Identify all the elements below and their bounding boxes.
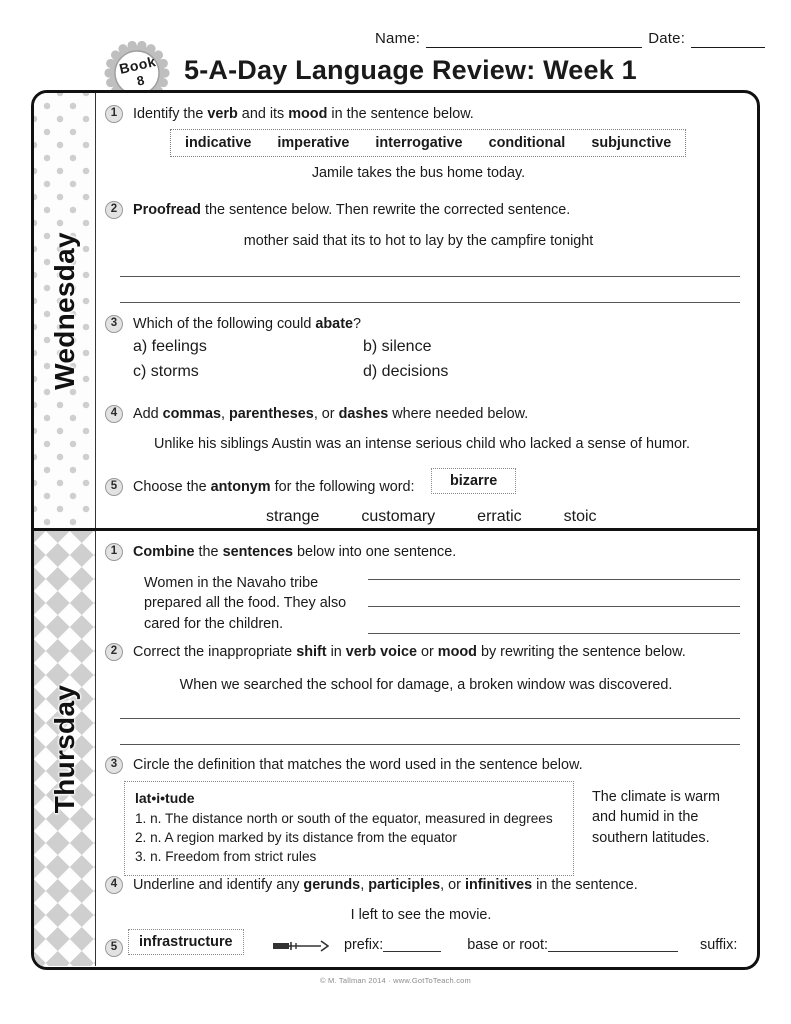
definition-list: [124, 781, 574, 876]
choice-indicative[interactable]: indicative: [185, 135, 252, 151]
question-w3-options: [133, 338, 613, 381]
question-t3: [100, 756, 720, 775]
footer-credit: © M. Tallman 2014 · www.GotToTeach.com: [320, 976, 471, 985]
mood-choices: [170, 129, 686, 157]
morpheme-fields: [344, 937, 754, 969]
option-c[interactable]: c) storms: [133, 363, 199, 380]
base-root-input[interactable]: [548, 938, 678, 952]
page-title: 5-A-Day Language Review: Week 1: [184, 55, 637, 85]
antonym-choice-stoic[interactable]: stoic: [563, 508, 597, 525]
suffix-label: suffix:: [700, 937, 738, 953]
sidebar-thursday: [34, 531, 96, 966]
word-analysis-box: [128, 929, 244, 955]
question-number: 3: [105, 756, 123, 774]
answer-line[interactable]: [120, 302, 740, 303]
choice-imperative[interactable]: imperative: [277, 135, 350, 151]
question-w5: [100, 478, 430, 497]
question-number: 4: [105, 405, 123, 423]
answer-line[interactable]: [120, 744, 740, 745]
question-number: 2: [105, 201, 123, 219]
question-t1: [100, 543, 700, 562]
question-w2-sentence: mother said that its to hot to lay by the campfire tonight: [243, 233, 594, 249]
question-number: 2: [105, 643, 123, 661]
definition-3[interactable]: 3. n. Freedom from strict rules: [135, 848, 317, 864]
question-prompt: Which of the following could abate?: [133, 316, 361, 332]
question-prompt: Proofread the sentence below. Then rewrite the corrected sentence.: [133, 202, 571, 218]
question-prompt: Correct the inappropriate shift in verb voice or mood by rewriting the sentence below.: [133, 644, 686, 660]
arrow-icon: [271, 940, 329, 952]
question-prompt: Identify the verb and its mood in the sentence below.: [133, 106, 474, 122]
suffix-input[interactable]: [344, 954, 400, 968]
content-wednesday: [96, 93, 757, 528]
question-t4-sentence: I left to see the movie.: [350, 907, 492, 923]
question-t2: [100, 643, 720, 662]
name-date-row: [375, 30, 765, 48]
question-prompt: Add commas, parentheses, or dashes where needed below.: [133, 406, 529, 422]
question-w1-sentence: Jamile takes the bus home today.: [311, 165, 526, 181]
day-section-thursday: [34, 531, 757, 966]
decorative-arrow-icon: [271, 940, 329, 952]
question-t4: [100, 876, 720, 895]
option-a[interactable]: a) feelings: [133, 338, 207, 355]
antonym-target-word: bizarre: [431, 468, 516, 494]
prefix-label: prefix:: [344, 937, 384, 953]
question-w4: [100, 405, 720, 424]
question-prompt: Circle the definition that matches the word used in the sentence below.: [133, 757, 583, 773]
antonym-word-box: [431, 468, 516, 494]
question-w3: [100, 315, 700, 334]
question-w5-choices: [266, 508, 597, 526]
question-w1: [100, 105, 700, 124]
definition-2[interactable]: 2. n. A region marked by its distance from the equator: [135, 830, 457, 846]
option-b[interactable]: b) silence: [363, 338, 432, 355]
prefix-input[interactable]: [383, 938, 441, 952]
answer-line[interactable]: [368, 633, 740, 634]
mood-choice-box: [170, 129, 686, 157]
definition-1[interactable]: 1. n. The distance north or south of the equator, measured in degrees: [135, 811, 553, 827]
day-label-thursday: Thursday: [48, 684, 80, 813]
answer-line[interactable]: [368, 579, 740, 580]
question-number: 1: [105, 543, 123, 561]
antonym-choice-strange[interactable]: strange: [266, 508, 320, 525]
name-label: Name:: [375, 30, 421, 47]
choice-subjunctive[interactable]: subjunctive: [591, 135, 672, 151]
question-w2: [100, 201, 720, 220]
question-prompt: Combine the sentences below into one sentence.: [133, 544, 457, 560]
entry-word: lat•i•tude: [135, 790, 195, 806]
choice-interrogative[interactable]: interrogative: [375, 135, 463, 151]
question-number: 4: [105, 876, 123, 894]
content-thursday: [96, 531, 757, 966]
question-number: 5: [105, 939, 123, 957]
badge-book-label: Book: [117, 53, 157, 77]
root-word: infrastructure: [128, 929, 244, 955]
question-t2-sentence: When we searched the school for damage, a broken window was discovered.: [179, 677, 673, 693]
antonym-choice-erratic[interactable]: erratic: [477, 508, 522, 525]
answer-line[interactable]: [120, 276, 740, 277]
name-input-line[interactable]: [426, 34, 642, 48]
option-d[interactable]: d) decisions: [363, 363, 449, 380]
badge-number: 8: [135, 72, 147, 89]
question-w4-sentence: Unlike his siblings Austin was an intense serious child who lacked a sense of humor.: [154, 436, 690, 452]
question-number: 1: [105, 105, 123, 123]
antonym-choice-customary[interactable]: customary: [361, 508, 436, 525]
sidebar-wednesday: [34, 93, 96, 528]
question-number: 3: [105, 315, 123, 333]
question-number: 5: [105, 478, 123, 496]
question-prompt: Choose the antonym for the following word:: [133, 479, 415, 495]
answer-line[interactable]: [120, 718, 740, 719]
dictionary-entry-box: [124, 781, 574, 876]
worksheet-header: [0, 0, 791, 96]
question-prompt: Underline and identify any gerunds, participles, or infinitives in the sentence.: [133, 877, 638, 893]
worksheet-frame: [31, 90, 760, 970]
base-root-label: base or root:: [467, 937, 548, 953]
answer-line[interactable]: [368, 606, 740, 607]
choice-conditional[interactable]: conditional: [488, 135, 566, 151]
date-input-line[interactable]: [691, 34, 765, 48]
day-section-wednesday: [34, 93, 757, 531]
day-label-wednesday: Wednesday: [48, 231, 80, 390]
question-t3-context-sentence: The climate is warm and humid in the southern latitudes.: [592, 789, 720, 846]
date-label: Date:: [648, 30, 686, 47]
question-t1-given-sentences: Women in the Navaho tribe prepared all the food. They also cared for the children.: [144, 575, 347, 632]
